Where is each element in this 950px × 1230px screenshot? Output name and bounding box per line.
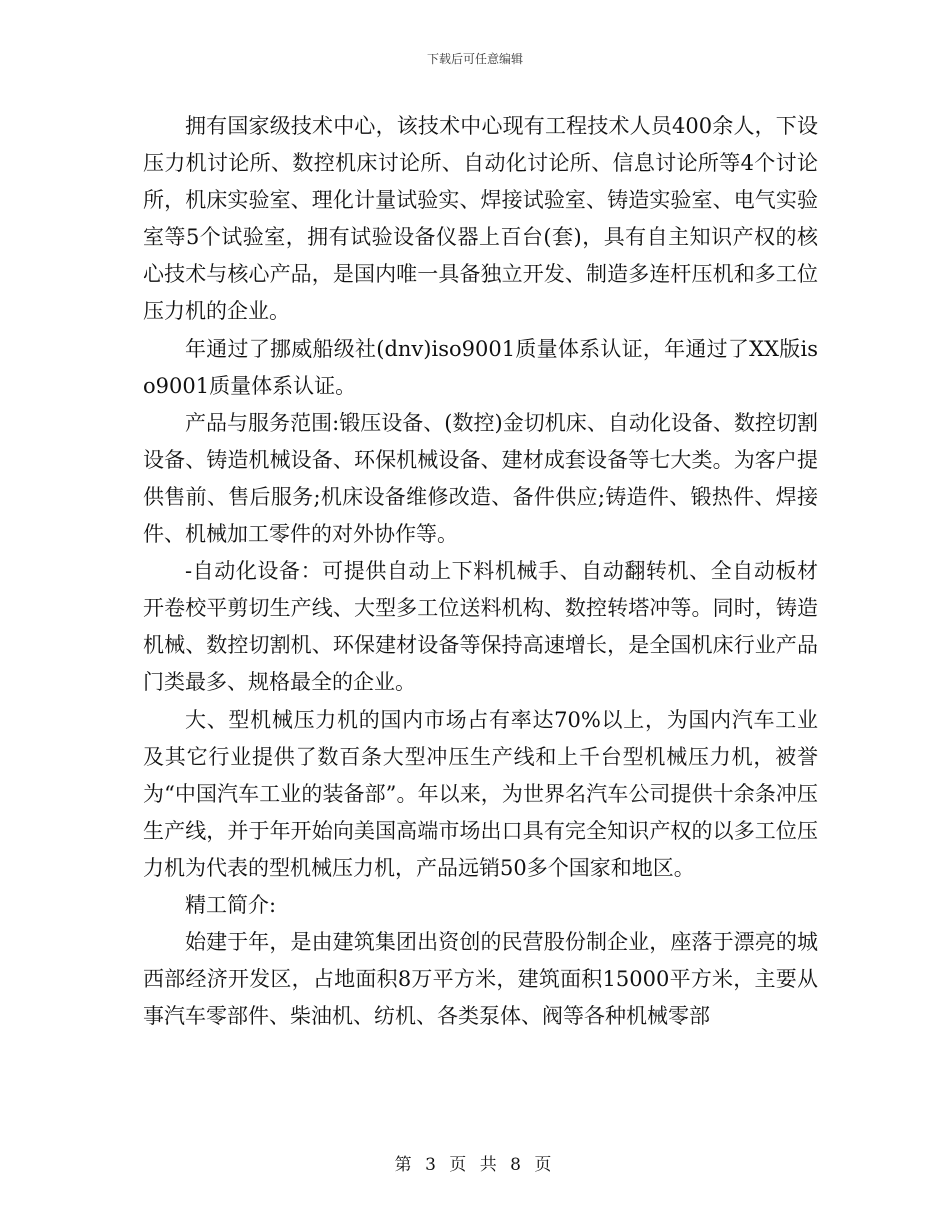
paragraph-section-heading: 精工简介: <box>185 892 277 917</box>
paragraph-tech-center: 拥有国家级技术中心，该技术中心现有工程技术人员400余人，下设压力机讨论所、数控机床讨论所、自动化讨论所、信息讨论所等4个讨论所，机床实验室、理化计量试验实、焊接试验室、铸造实验室、电气实验室等5个试验室，拥有试验设备仪器上百台(套)，具有自主知识产权的核心技术与核心产品，是国内唯一具备独立开发、制造多连杆压机和多工位压力机的企业。 <box>143 114 818 324</box>
paragraph-automation-equipment: -自动化设备：可提供自动上下料机械手、自动翻转机、全自动板材开卷校平剪切生产线、大型多工位送料机构、数控转塔冲等。同时，铸造机械、数控切割机、环保建材设备等保持高速增长，是全国机床行业产品门类最多、规格最全的企业。 <box>143 559 818 695</box>
paragraph-market-share: 大、型机械压力机的国内市场占有率达70%以上，为国内汽车工业及其它行业提供了数百条大型冲压生产线和上千台型机械压力机，被誉为“中国汽车工业的装备部”。年以来，为世界名汽车公司提供十余条冲压生产线，并于年开始向美国高端市场出口具有完全知识产权的以多工位压力机为代表的型机械压力机，产品远销50多个国家和地区。 <box>143 707 818 880</box>
paragraph-certification: 年通过了挪威船级社(dnv)iso9001质量体系认证，年通过了XX版iso9001质量体系认证。 <box>143 336 818 398</box>
page-header: 下载后可任意编辑 <box>426 52 523 66</box>
paragraph-product-scope: 产品与服务范围:锻压设备、(数控)金切机床、自动化设备、数控切割设备、铸造机械设备、环保机械设备、建材成套设备等七大类。为客户提供售前、售后服务;机床设备维修改造、备件供应;铸造件、锻热件、焊接件、机械加工零件的对外协作等。 <box>143 410 818 547</box>
document-body <box>143 108 818 1035</box>
page-number: 第 3 页 共 8 页 <box>394 1155 556 1175</box>
paragraph-company-intro: 始建于年，是由建筑集团出资创的民营股份制企业，座落于漂亮的城西部经济开发区，占地面积8万平方米，建筑面积15000平方米，主要从事汽车零部件、柴油机、纺机、各类泵体、阀等各种机械零部 <box>143 930 818 1029</box>
